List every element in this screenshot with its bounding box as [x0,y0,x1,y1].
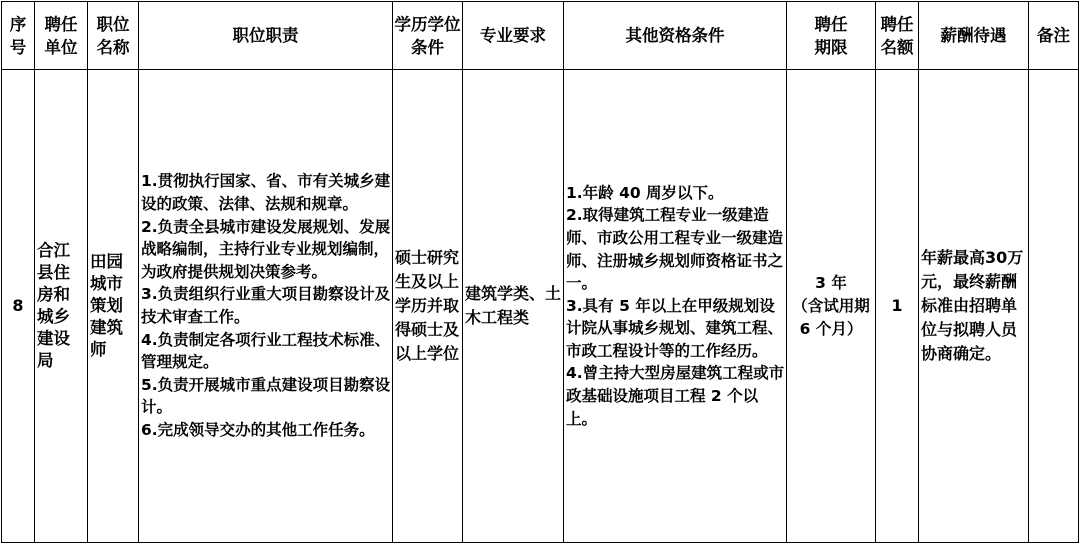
cell-duties [139,70,393,543]
cell-term [787,70,876,543]
term-probation-open: （含试用期 [792,296,870,315]
cell-other-conditions [564,70,787,543]
header-duties: 职位职责 [139,2,393,70]
condition-item: 2.取得建筑工程专业一级建造师、市政公用工程专业一级建造师、注册城乡规划师资格证书之一。 [566,206,784,293]
header-education: 学历学位条件 [393,2,463,70]
job-posting-table [1,1,1079,543]
header-salary: 薪酬待遇 [919,2,1029,70]
term-duration: 3 年 [815,273,847,292]
header-unit: 聘任单位 [35,2,88,70]
duty-item: 5.负责开展城市重点建设项目勘察设计。 [141,375,391,417]
header-quota: 聘任名额 [876,2,919,70]
header-other: 其他资格条件 [564,2,787,70]
cell-remarks [1029,70,1079,543]
cell-education: 硕士研究生及以上学历并取得硕士及以上学位 [393,70,463,543]
duty-item: 1.贯彻执行国家、省、市有关城乡建设的政策、法律、法规和规章。 [141,172,391,214]
cell-quota: 1 [876,70,919,543]
term-probation-length: 6 个月） [799,319,863,338]
duty-item: 6.完成领导交办的其他工作任务。 [141,420,375,439]
cell-major: 建筑学类、土木工程类 [463,70,564,543]
condition-item: 4.曾主持大型房屋建筑工程或市政基础设施项目工程 2 个以上。 [566,364,785,428]
cell-seq: 8 [2,70,35,543]
condition-item: 3.具有 5 年以上在甲级规划设计院从事城乡规划、建筑工程、市政工程设计等的工作经历。 [566,296,784,360]
duty-item: 4.负责制定各项行业工程技术标准、管理规定。 [141,330,391,372]
header-term: 聘任期限 [787,2,876,70]
header-position: 职位名称 [88,2,139,70]
header-seq: 序号 [2,2,35,70]
table-row [2,70,1079,543]
duty-item: 3.负责组织行业重大项目勘察设计及技术审查工作。 [141,285,391,326]
cell-position: 田园城市策划建筑师 [88,70,139,543]
condition-item: 1.年龄 40 周岁以下。 [566,183,724,202]
header-remarks: 备注 [1029,2,1079,70]
cell-salary: 年薪最高30万元，最终薪酬标准由招聘单位与拟聘人员协商确定。 [919,70,1029,543]
header-major: 专业要求 [463,2,564,70]
cell-unit: 合江县住房和城乡建设局 [35,70,88,543]
header-row [2,2,1079,70]
duty-item: 2.负责全县城市建设发展规划、发展战略编制，主持行业专业规划编制，为政府提供规划决策参考。 [141,217,391,281]
